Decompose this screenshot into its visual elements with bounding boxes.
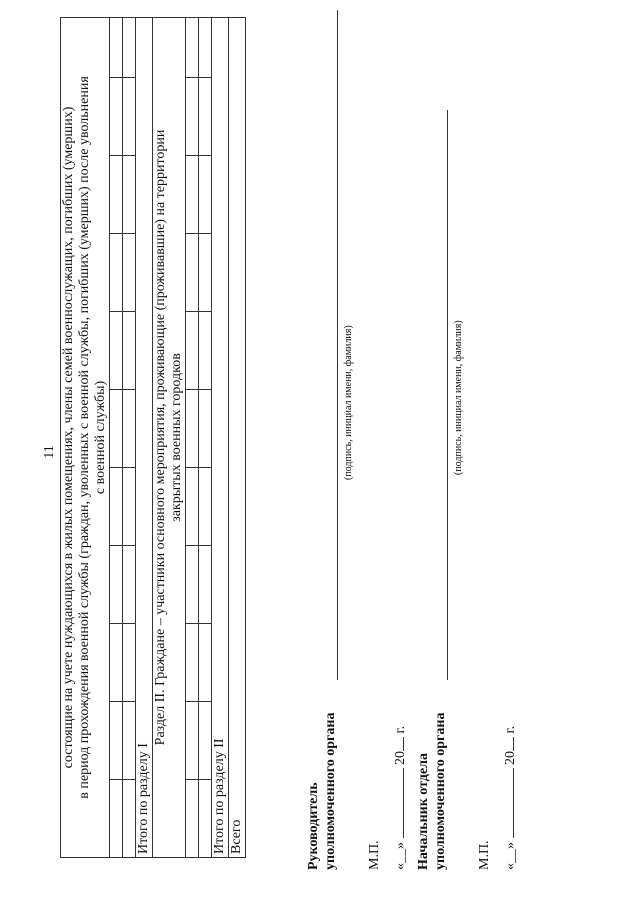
table-cell [123, 312, 136, 390]
date-field[interactable] [503, 726, 519, 870]
section2-header-line1: Раздел II. Граждане – участники основного мероприятия, проживающие (проживавшие) на территории [153, 129, 168, 746]
table-row [136, 17, 153, 857]
table-cell [110, 312, 123, 390]
table-row [123, 17, 136, 857]
table-cell [123, 390, 136, 468]
signatory-title-line1: Начальник отдела [416, 753, 431, 870]
table-cell [199, 780, 212, 858]
table-cell [186, 78, 199, 156]
table-cell [110, 546, 123, 624]
table-cell [110, 624, 123, 702]
grand-total-label: Всего [229, 17, 246, 857]
signature-hint: (подпись, инициал имени, фамилия) [343, 325, 354, 480]
signatory-title-line1: Руководитель [306, 782, 321, 870]
table-cell [186, 780, 199, 858]
section2-header-cell [153, 17, 186, 857]
table-cell [199, 17, 212, 77]
stamp-label: М.П. [367, 840, 382, 870]
stamp-label: М.П. [477, 840, 492, 870]
section1-header-cell [61, 17, 110, 857]
table-row [110, 17, 123, 857]
signature-block-department [415, 10, 518, 870]
date-year-blank[interactable] [403, 737, 404, 751]
signature-line[interactable] [337, 10, 338, 680]
date-year-prefix: 20 [503, 751, 518, 765]
table-cell [186, 312, 199, 390]
table-cell [199, 546, 212, 624]
table-cell [123, 78, 136, 156]
table-cell [123, 156, 136, 234]
table-cell [199, 78, 212, 156]
table-cell [110, 17, 123, 77]
table-cell [110, 702, 123, 780]
table-cell [123, 546, 136, 624]
table-cell [110, 390, 123, 468]
table-cell [199, 156, 212, 234]
signature-line[interactable] [447, 110, 448, 680]
table-cell [110, 234, 123, 312]
table-row [199, 17, 212, 857]
table-cell [199, 234, 212, 312]
signature-hint: (подпись, инициал имени, фамилия) [453, 320, 464, 475]
table-row [61, 17, 110, 857]
table-cell [199, 702, 212, 780]
date-year-prefix: 20 [393, 751, 408, 765]
table-cell [199, 312, 212, 390]
date-suffix: г. [393, 725, 408, 734]
table-cell [199, 390, 212, 468]
signatory-title-line2: уполномоченного органа [433, 712, 448, 870]
table-cell [186, 468, 199, 546]
table-cell [186, 546, 199, 624]
date-suffix: г. [503, 725, 518, 734]
table-cell [110, 468, 123, 546]
date-month-blank[interactable] [403, 769, 404, 839]
section1-header-line1: состоящие на учете нуждающихся в жилых помещениях, члены семей военнослужащих, погибших (умерших) [61, 106, 76, 769]
signature-block-head [305, 10, 408, 870]
table-cell [186, 156, 199, 234]
table-cell [199, 468, 212, 546]
table-cell [186, 234, 199, 312]
table-row [229, 17, 246, 857]
table-cell [123, 702, 136, 780]
signatory-title-line2: уполномоченного органа [323, 712, 338, 870]
table-cell [123, 624, 136, 702]
table-cell [199, 624, 212, 702]
table-cell [110, 78, 123, 156]
table-row [153, 17, 186, 857]
total-section1-label: Итого по разделу I [136, 17, 153, 857]
table-cell [110, 156, 123, 234]
date-year-blank[interactable] [513, 737, 514, 751]
table-cell [186, 624, 199, 702]
rotated-page-content [0, 20, 640, 880]
table-cell [123, 234, 136, 312]
section1-header-line3: с военной службы) [93, 380, 108, 495]
section2-header-line2: закрытых военных городков [169, 353, 184, 522]
section1-header-line2: в период прохождения военной службы (граждан, уволенных с военной службы, погибших (умерших) после увольнения [77, 76, 92, 799]
date-field[interactable] [393, 726, 409, 870]
table-row [186, 17, 199, 857]
table-row [212, 17, 229, 857]
table-cell [186, 702, 199, 780]
date-month-blank[interactable] [513, 769, 514, 839]
table-cell [110, 780, 123, 858]
table-cell [123, 468, 136, 546]
table-cell [186, 17, 199, 77]
table-cell [123, 780, 136, 858]
table-cell [186, 390, 199, 468]
table-cell [123, 17, 136, 77]
page-number: 11 [42, 445, 57, 459]
report-table [60, 17, 246, 858]
date-day: «__» [503, 842, 518, 870]
date-day: «__» [393, 842, 408, 870]
total-section2-label: Итого по разделу II [212, 17, 229, 857]
